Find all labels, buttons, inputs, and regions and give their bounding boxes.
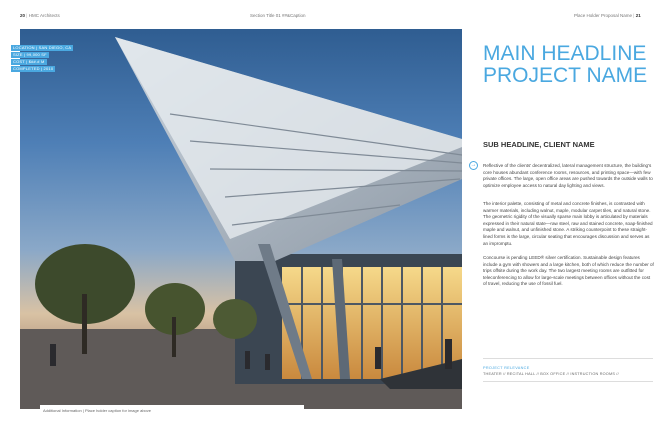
project-facts (11, 45, 73, 73)
fact-size: SIZE | 99,000 SF (13, 52, 47, 57)
body-paragraph-3: Concourse is pending LEED® silver certification. Sustainable design features include a gym with showers and a large kitchen, both of which reduce the number of trips offsite during the work day. The two largest meeting rooms are outfitted for teleconferencing to allow for large-scale meetings between offices without the cost of travel, reducing the use of fossil fuel. (483, 255, 654, 287)
right-page-folio: Place Holder Proposal Name | 21 (574, 13, 641, 18)
photo-caption (40, 405, 304, 414)
article-panel (462, 29, 670, 409)
building-illustration (20, 29, 462, 409)
body-paragraph-2: The interior palette, consisting of metal and concrete finishes, is contrasted with warmer materials, including walnut, maple, modular carpet tiles, and natural stone. The geometric rigidity of the visually sparse main lobby is articulated by materials expressed in their natural state—raw steel, raw and stained concrete, soap-finished maple and walnut, and unfinished stone. A striking counterpoint to these straight-lined forms is the large, circular seating that encourages discussion and serves as an impromptu. (483, 201, 653, 246)
divider (483, 381, 653, 382)
fact-location: LOCATION | SAN DIEGO, CA (13, 45, 72, 50)
arrow-right-icon: → (470, 162, 477, 168)
sub-headline: SUB HEADLINE, CLIENT NAME (483, 140, 595, 149)
fact-completed: COMPLETED | 2010 (13, 66, 54, 71)
main-headline: MAIN HEADLINE PROJECT NAME (483, 42, 648, 87)
relevance-text: THEATER // RECITAL HALL // BOX OFFICE // INSTRUCTION ROOMS // (483, 372, 619, 376)
body-paragraph-1: Reflective of the clients' decentralized, lateral management structure, the building's core houses abundant conference rooms, resources, and printing space—with few private offices. The large, open office areas are pushed towards the outside walls to optimize employee access to natural day lighting and views. (483, 163, 653, 188)
photo-caption-text: Additional Information | Place holder caption for image above (43, 408, 151, 413)
relevance-label: PROJECT RELEVANCE (483, 366, 530, 370)
divider (483, 358, 653, 359)
project-photo (20, 29, 462, 409)
section-title: Section Title 01 ##&Caption (250, 13, 306, 18)
left-page-folio: 20 | HMC Architects (20, 13, 60, 18)
page-header (0, 0, 670, 20)
lit-lobby-glass (282, 267, 462, 379)
fact-cost: COST | $##.# M (13, 59, 45, 64)
